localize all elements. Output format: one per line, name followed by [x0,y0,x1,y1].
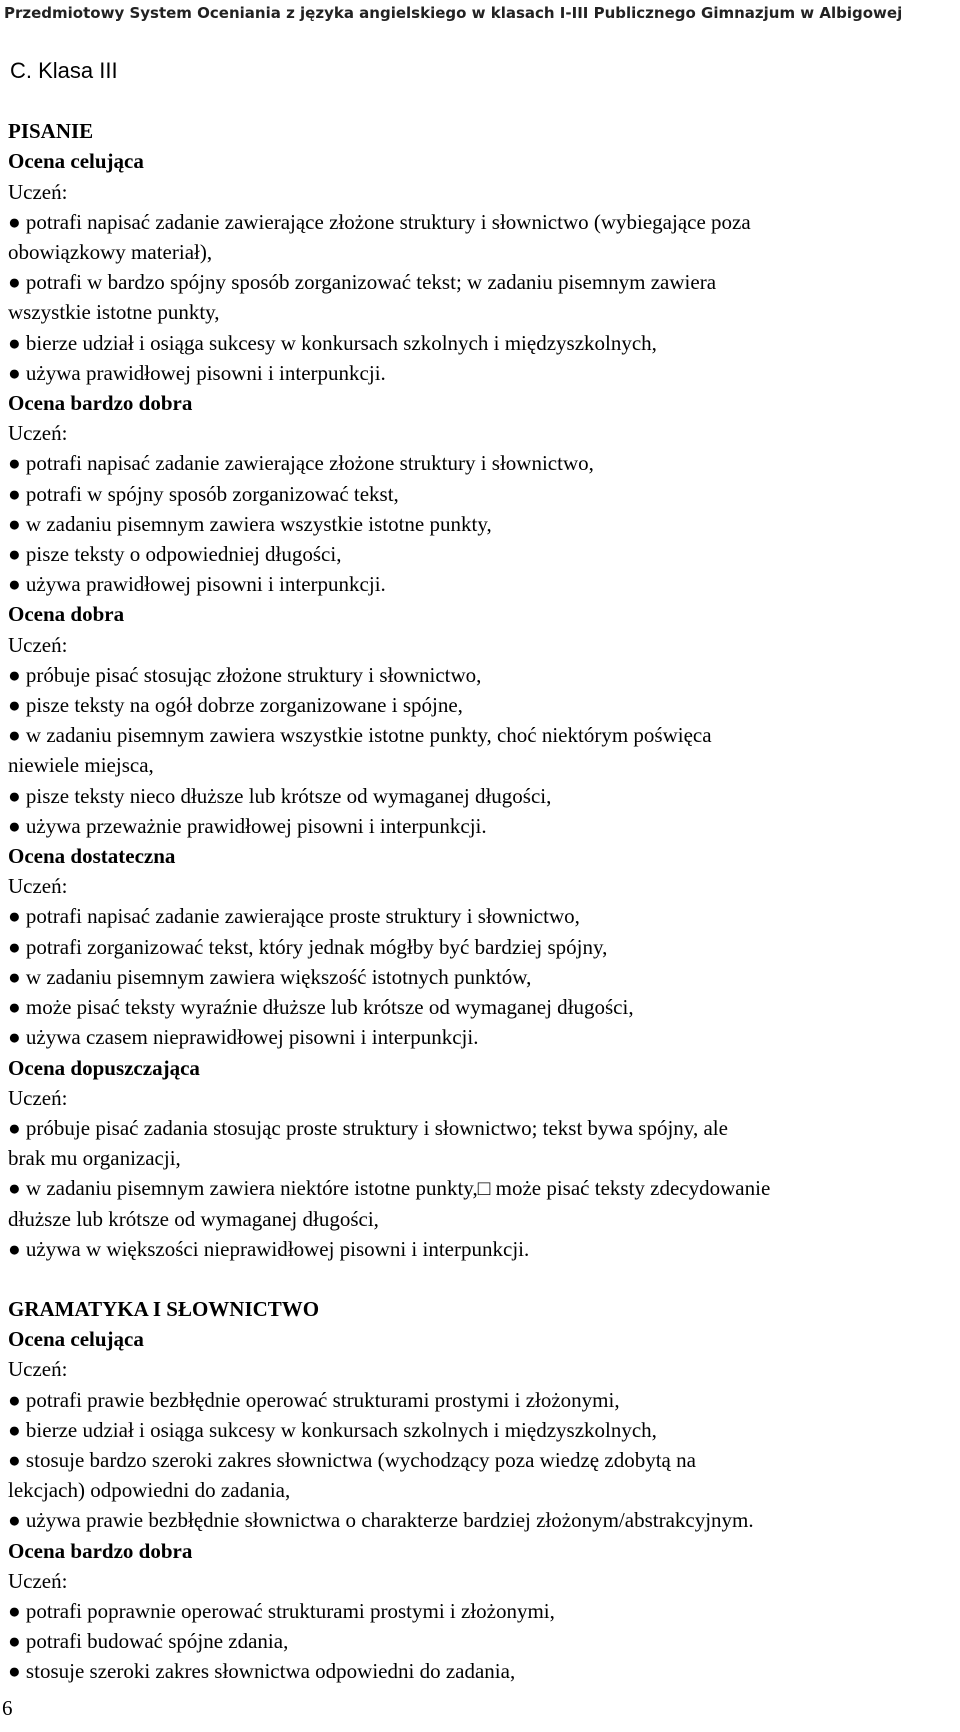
section-title-writing: PISANIE [8,119,94,144]
document-body [8,56,958,1687]
list-item: ● może pisać teksty wyraźnie dłuższe lub krótsze od wymaganej długości, [8,995,634,1020]
grade-title: Ocena dobra [8,602,125,627]
list-item: ● stosuje bardzo szeroki zakres słownictwa (wychodzący poza wiedzę zdobytą na [8,1447,696,1472]
list-item: ● używa w większości nieprawidłowej pisowni i interpunkcji. [8,1236,530,1261]
list-item: ● pisze teksty o odpowiedniej długości, [8,542,342,567]
list-item: ● potrafi budować spójne zdania, [8,1629,289,1654]
list-item: ● próbuje pisać zadania stosując proste struktury i słownictwo; tekst bywa spójny, ale [8,1115,728,1140]
page-number: 6 [2,1696,13,1720]
list-item: ● potrafi napisać zadanie zawierające złożone struktury i słownictwo, [8,451,594,476]
student-label: Uczeń: [8,632,68,657]
list-item: ● potrafi napisać zadanie zawierające złożone struktury i słownictwo (wybiegające poza [8,209,751,234]
list-item: ● pisze teksty nieco dłuższe lub krótsze od wymaganej długości, [8,783,552,808]
list-item: ● próbuje pisać stosując złożone struktury i słownictwo, [8,662,482,687]
list-item: ● w zadaniu pisemnym zawiera wszystkie istotne punkty, [8,511,492,536]
list-item: ● potrafi w bardzo spójny sposób zorganizować tekst; w zadaniu pisemnym zawiera [8,270,717,295]
list-item: ● w zadaniu pisemnym zawiera wszystkie istotne punkty, choć niektórym poświęca [8,723,712,748]
student-label: Uczeń: [8,1085,68,1110]
list-item: ● bierze udział i osiąga sukcesy w konkursach szkolnych i międzyszkolnych, [8,1417,657,1442]
list-item: ● w zadaniu pisemnym zawiera niektóre istotne punkty,□ może pisać teksty zdecydowanie [8,1176,771,1201]
list-item: ● potrafi zorganizować tekst, który jednak mógłby być bardziej spójny, [8,934,608,959]
student-label: Uczeń: [8,874,68,899]
list-item: ● w zadaniu pisemnym zawiera większość istotnych punktów, [8,964,532,989]
list-item: ● potrafi w spójny sposób zorganizować tekst, [8,481,399,506]
list-item: ● stosuje szeroki zakres słownictwa odpowiedni do zadania, [8,1659,516,1684]
list-item: ● używa prawidłowej pisowni i interpunkcji. [8,360,386,385]
class-title: C. Klasa III [10,58,118,83]
student-label: Uczeń: [8,1357,68,1382]
list-item: ● używa czasem nieprawidłowej pisowni i interpunkcji. [8,1025,479,1050]
list-item: wszystkie istotne punkty, [8,300,220,325]
student-label: Uczeń: [8,421,68,446]
list-item: niewiele miejsca, [8,753,154,778]
grade-title: Ocena celująca [8,149,144,174]
list-item: ● używa prawie bezbłędnie słownictwa o charakterze bardziej złożonym/abstrakcyjnym. [8,1508,754,1533]
list-item: ● potrafi prawie bezbłędnie operować strukturami prostymi i złożonymi, [8,1387,620,1412]
list-item: ● pisze teksty na ogół dobrze zorganizowane i spójne, [8,693,463,718]
list-item: ● bierze udział i osiąga sukcesy w konkursach szkolnych i międzyszkolnych, [8,330,657,355]
grade-title: Ocena dostateczna [8,844,176,869]
list-item: lekcjach) odpowiedni do zadania, [8,1478,291,1503]
list-item: dłuższe lub krótsze od wymaganej długości, [8,1206,379,1231]
grade-title: Ocena bardzo dobra [8,391,193,416]
list-item: obowiązkowy materiał), [8,240,213,265]
list-item: ● potrafi poprawnie operować strukturami prostymi i złożonymi, [8,1598,555,1623]
list-item: ● używa przeważnie prawidłowej pisowni i interpunkcji. [8,813,487,838]
list-item: ● potrafi napisać zadanie zawierające proste struktury i słownictwo, [8,904,580,929]
grade-title: Ocena bardzo dobra [8,1538,193,1563]
section-title-grammar: GRAMATYKA I SŁOWNICTWO [8,1296,320,1321]
list-item: ● używa prawidłowej pisowni i interpunkcji. [8,572,386,597]
student-label: Uczeń: [8,1568,68,1593]
student-label: Uczeń: [8,179,68,204]
running-header: Przedmiotowy System Oceniania z języka angielskiego w klasach I-III Publicznego Gimnazjum w Albigowej [4,4,903,22]
list-item: brak mu organizacji, [8,1146,181,1171]
grade-title: Ocena dopuszczająca [8,1055,200,1080]
grade-title: Ocena celująca [8,1327,144,1352]
